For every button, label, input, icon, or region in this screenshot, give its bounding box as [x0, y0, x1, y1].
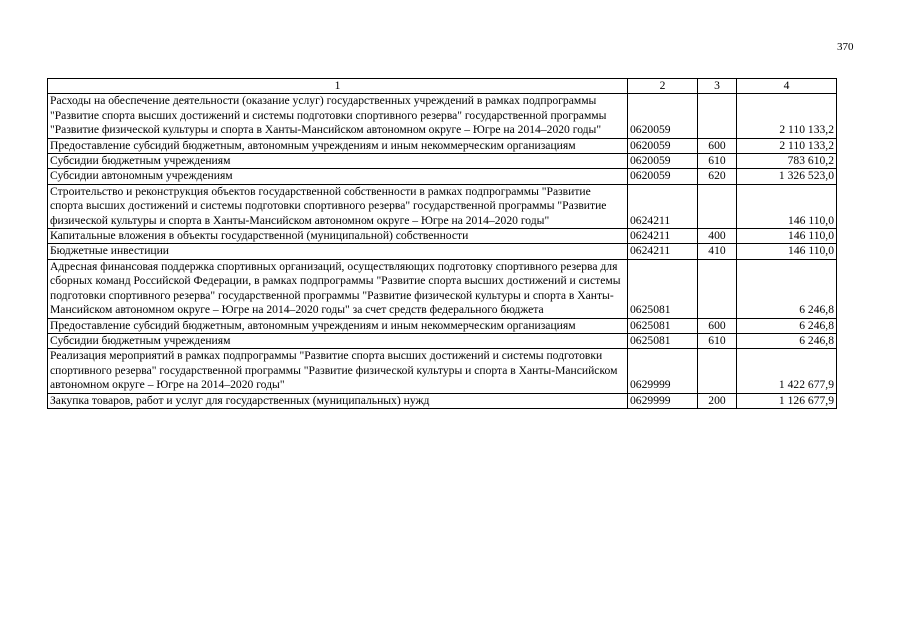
column-header-name: 1	[48, 79, 628, 94]
table-header-row	[48, 79, 837, 94]
column-header-amount: 4	[737, 79, 837, 94]
row-name: Адресная финансовая поддержка спортивных организаций, осуществляющих подготовку спортивного резерва для сборных команд Российской Федерации, в рамках подпрограммы "Развитие спорта высших достижений и системы подготовки спортивного резерва" государственной программы "Развитие физической культуры и спорта в Ханты-Мансийском автономном округе – Югре на 2014–2020 годы" за счет средств федерального бюджета	[48, 259, 628, 318]
row-name: Субсидии бюджетным учреждениям	[48, 154, 628, 169]
row-code: 0620059	[628, 94, 698, 138]
row-code: 0624211	[628, 184, 698, 228]
row-name: Капитальные вложения в объекты государственной (муниципальной) собственности	[48, 229, 628, 244]
row-amount: 6 246,8	[737, 259, 837, 318]
row-name: Предоставление субсидий бюджетным, автономным учреждениям и иным некоммерческим организациям	[48, 138, 628, 153]
row-name: Расходы на обеспечение деятельности (оказание услуг) государственных учреждений в рамках подпрограммы "Развитие спорта высших достижений и системы подготовки спортивного резерва" государственной программы "Развитие физической культуры и спорта в Ханты-Мансийском автономном округе – Югре на 2014–2020 годы"	[48, 94, 628, 138]
row-amount: 6 246,8	[737, 333, 837, 348]
row-type: 600	[698, 138, 737, 153]
row-code: 0625081	[628, 318, 698, 333]
row-code: 0620059	[628, 138, 698, 153]
row-code: 0620059	[628, 169, 698, 184]
page-number: 370	[837, 41, 854, 53]
table-row	[48, 229, 837, 244]
row-type	[698, 349, 737, 393]
row-type: 610	[698, 154, 737, 169]
row-name: Бюджетные инвестиции	[48, 244, 628, 259]
row-amount: 1 422 677,9	[737, 349, 837, 393]
row-type: 600	[698, 318, 737, 333]
row-type: 200	[698, 393, 737, 408]
row-amount: 146 110,0	[737, 229, 837, 244]
row-amount: 2 110 133,2	[737, 94, 837, 138]
row-type	[698, 94, 737, 138]
table-row	[48, 393, 837, 408]
column-header-code: 2	[628, 79, 698, 94]
table-row	[48, 333, 837, 348]
row-amount: 1 126 677,9	[737, 393, 837, 408]
row-code: 0620059	[628, 154, 698, 169]
row-code: 0624211	[628, 244, 698, 259]
row-code: 0625081	[628, 333, 698, 348]
row-code: 0629999	[628, 393, 698, 408]
row-code: 0629999	[628, 349, 698, 393]
row-amount: 146 110,0	[737, 184, 837, 228]
row-amount: 6 246,8	[737, 318, 837, 333]
table-row	[48, 94, 837, 138]
row-code: 0625081	[628, 259, 698, 318]
row-type	[698, 259, 737, 318]
row-amount: 146 110,0	[737, 244, 837, 259]
table-row	[48, 184, 837, 228]
table-row	[48, 138, 837, 153]
row-name: Субсидии бюджетным учреждениям	[48, 333, 628, 348]
row-type: 410	[698, 244, 737, 259]
table-row	[48, 244, 837, 259]
row-code: 0624211	[628, 229, 698, 244]
row-name: Субсидии автономным учреждениям	[48, 169, 628, 184]
row-amount: 2 110 133,2	[737, 138, 837, 153]
row-amount: 783 610,2	[737, 154, 837, 169]
row-type	[698, 184, 737, 228]
table-row	[48, 154, 837, 169]
table-row	[48, 318, 837, 333]
column-header-type: 3	[698, 79, 737, 94]
row-type: 610	[698, 333, 737, 348]
row-type: 400	[698, 229, 737, 244]
row-name: Закупка товаров, работ и услуг для государственных (муниципальных) нужд	[48, 393, 628, 408]
table-row	[48, 169, 837, 184]
row-name: Реализация мероприятий в рамках подпрограммы "Развитие спорта высших достижений и системы подготовки спортивного резерва" государственной программы "Развитие физической культуры и спорта в Ханты-Мансийском автономном округе – Югре на 2014–2020 годы"	[48, 349, 628, 393]
row-amount: 1 326 523,0	[737, 169, 837, 184]
table-row	[48, 349, 837, 393]
row-type: 620	[698, 169, 737, 184]
row-name: Предоставление субсидий бюджетным, автономным учреждениям и иным некоммерческим организациям	[48, 318, 628, 333]
table-row	[48, 259, 837, 318]
budget-table	[47, 78, 837, 409]
row-name: Строительство и реконструкция объектов государственной собственности в рамках подпрограммы "Развитие спорта высших достижений и системы подготовки спортивного резерва" государственной программы "Развитие физической культуры и спорта в Ханты-Мансийском автономном округе – Югре на 2014–2020 годы"	[48, 184, 628, 228]
